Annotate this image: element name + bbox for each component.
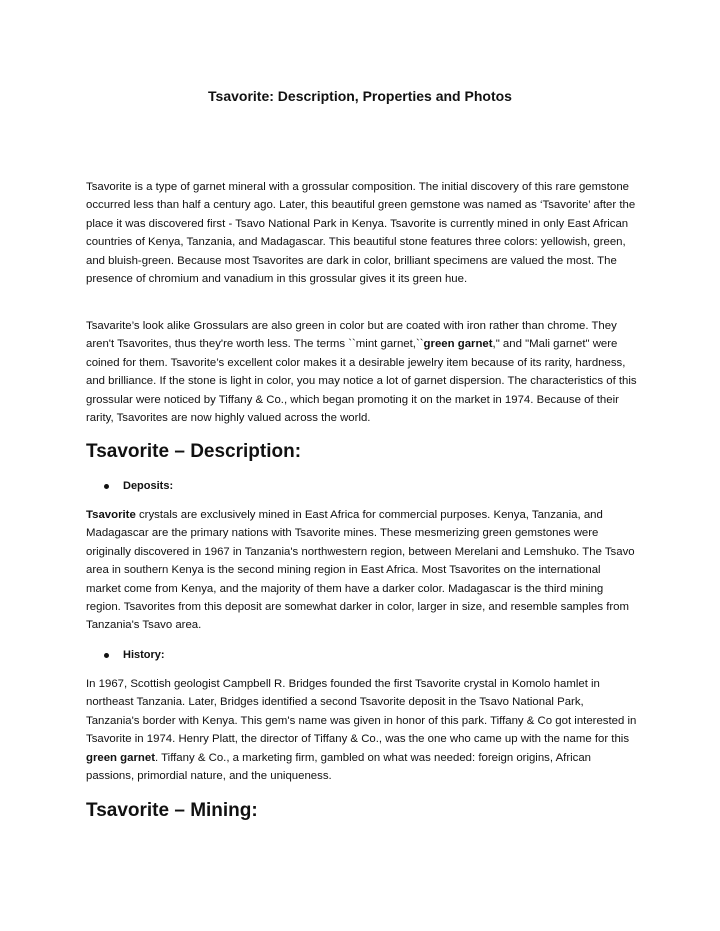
description-heading: Tsavorite – Description:	[86, 441, 302, 462]
history-text-start: In 1967, Scottish geologist Campbell R. Bridges founded the first Tsavorite crystal in Komolo hamlet in northeast Tanzania. Later, Bridges identified a second Tsavorite deposit in the Tsavo National Park, Tanzania's border with Kenya. This gem's name was given in honor of this park. Tiffany & Co got interested in Tsavorite in 1974. Henry Platt, the director of Tiffany & Co., was the one who came up with the name for this	[86, 678, 637, 746]
history-paragraph	[86, 675, 638, 785]
lookalike-text-start: Tsavarite’s look alike Grossulars are also green in color but are coated with iron rather than chrome. They aren't Tsavorites, thus they're worth less. The terms ``mint garnet,``	[86, 320, 617, 351]
deposits-paragraph	[86, 506, 638, 635]
tsavorite-bold: Tsavorite	[86, 509, 136, 521]
page-title: Tsavorite: Description, Properties and Photos	[208, 88, 512, 104]
bullet-dot-icon	[104, 484, 109, 489]
bullet-dot-icon	[104, 653, 109, 658]
deposits-bullet	[104, 478, 173, 494]
lookalike-text-end: ," and "Mali garnet" were coined for them. Tsavorite’s excellent color makes it a desirable jewelry item because of its rarity, hardness, and brilliance. If the stone is light in color, you may notice a lot of garnet dispersion. The characteristics of this grossular were noticed by Tiffany & Co., which began promoting it on the market in 1974. Because of their rarity, Tsavorites are now highly valued across the world.	[86, 338, 637, 425]
mining-heading: Tsavorite – Mining:	[86, 800, 258, 821]
history-text-end: . Tiffany & Co., a marketing firm, gambled on what was needed: foreign origins, African passions, primordial nature, and the uniqueness.	[86, 751, 592, 783]
history-bullet	[104, 647, 165, 663]
green-garnet-link[interactable]: green garnet	[86, 751, 155, 764]
deposits-text: crystals are exclusively mined in East Africa for commercial purposes. Kenya, Tanzania, and Madagascar are the primary nations with Tsavorite mines. These mesmerizing green gemstones were originally discovered in 1967 in Tanzania's northwestern region, between Merelani and Lemshuko. The Tsavo area in southern Kenya is the second mining region in East Africa. Most Tsavorites on the international market come from Kenya, and the majority of them have a darker color. Madagascar is the third mining region. Tsavorites from this deposit are somewhat darker in color, larger in size, and resemble samples from Tanzania's Tsavo area.	[86, 509, 635, 632]
lookalike-paragraph	[86, 317, 638, 427]
green-garnet-bold: green garnet	[423, 338, 493, 351]
intro-paragraph: Tsavorite is a type of garnet mineral with a grossular composition. The initial discovery of this rare gemstone occurred less than half a century ago. Later, this beautiful green gemstone was named as ‘Tsavorite’ after the place it was discovered first - Tsavo National Park in Kenya. Tsavorite is currently mined in only East African countries of Kenya, Tanzania, and Madagascar. This beautiful stone features three colors: yellowish, green, and bluish-green. Because most Tsavorites are dark in color, brilliant specimens are valued the most. The presence of chromium and vanadium in this grossular gives it its green hue.	[86, 181, 636, 286]
deposits-label: Deposits:	[123, 480, 174, 492]
history-label: History:	[123, 649, 165, 661]
